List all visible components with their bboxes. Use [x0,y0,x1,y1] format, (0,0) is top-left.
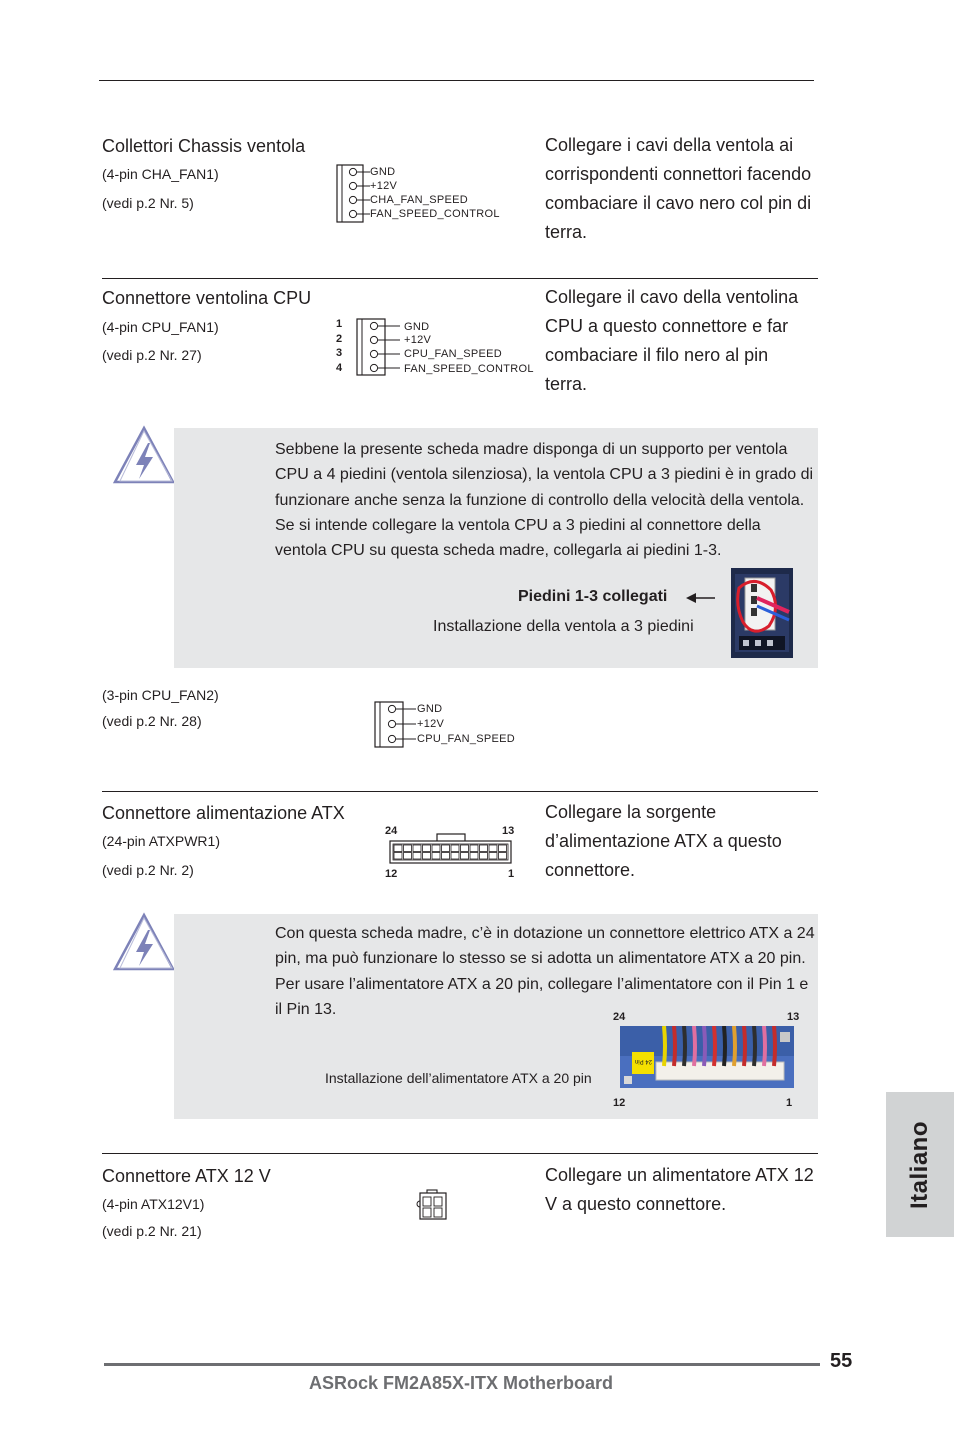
cpu-fan2-ref: (vedi p.2 Nr. 28) [102,713,202,729]
atx-pin-cell [413,853,421,860]
svg-text:24 Pin: 24 Pin [634,1058,652,1064]
language-side-tab [886,1092,954,1237]
atx-pin-cell [499,853,507,860]
cpu-fan-pin-number: 4 [336,361,343,374]
cpu-fan-description: Collegare il cavo della ventolina CPU a questo connettore e far combaciare il filo nero al pin terra. [545,287,799,394]
note-atx-text: Con questa scheda madre, c’è in dotazione un connettore elettrico ATX a 24 pin, ma può funzionare lo stesso se si adotta un alimentatore ATX a 20 pin. Per usare l’alimentatore ATX a 20 pin, collegare l’alimentatore con il Pin 1 e il Pin 13. [275,925,815,1018]
cpu-fan-photo [731,568,793,658]
atx-pin-cell [480,845,488,852]
atx-pin-cell [423,853,431,860]
atx-pin-cell [432,845,440,852]
chassis-fan-title: Collettori Chassis ventola [102,136,306,156]
atx12v-connector-diagram [412,1189,448,1221]
cpu-fan-spec: (4-pin CPU_FAN1) [102,319,219,335]
atx-pin-cell [404,845,412,852]
page-number: 55 [830,1350,853,1372]
section-divider [102,1153,818,1154]
cpu-fan-pin-12v: +12V [404,334,432,346]
atx12v-ref: (vedi p.2 Nr. 21) [102,1223,202,1239]
atx-pin-cell [394,853,402,860]
atx-pin-cell [461,845,469,852]
atx-power-pin-13: 13 [502,825,515,837]
atx-pin-cell [394,845,402,852]
atx-pin-cell [404,853,412,860]
note-atx-caption: Installazione dell’alimentatore ATX a 20 pin [325,1070,592,1086]
section-divider [102,791,818,792]
chassis-fan-spec: (4-pin CHA_FAN1) [102,166,219,182]
atx-power-description: Collegare la sorgente d’alimentazione ATX a questo connettore. [545,802,782,880]
atx-pin-cell [480,853,488,860]
atx-pin-cell [451,853,459,860]
chassis-fan-description: Collegare i cavi della ventola ai corrispondenti connettori facendo combaciare il cavo nero col pin di terra. [545,135,812,242]
section-divider [102,278,818,279]
atx-power-photo [620,1026,794,1088]
atx-photo-pin-12: 12 [613,1097,626,1109]
cpu-fan2-connector-diagram [374,701,416,749]
atx-pin-cell [499,845,507,852]
warning-icon [112,912,176,972]
atx-pin-cell [461,853,469,860]
cpu-fan2-spec: (3-pin CPU_FAN2) [102,687,219,703]
atx-pin-cell [413,845,421,852]
chassis-fan-ref: (vedi p.2 Nr. 5) [102,195,194,211]
cpu-fan-title: Connettore ventolina CPU [102,288,312,308]
atx-power-connector-diagram [389,833,513,865]
note-cpu-fan-callout: Piedini 1-3 collegati [518,588,668,605]
atx12v-title: Connettore ATX 12 V [102,1166,271,1186]
cpu-fan2-pin-speed: CPU_FAN_SPEED [417,733,516,745]
footer-product: ASRock FM2A85X-ITX Motherboard [309,1373,614,1393]
cpu-fan-connector-diagram [356,318,402,378]
cpu-fan-ref: (vedi p.2 Nr. 27) [102,347,202,363]
atx-pin-cell [470,845,478,852]
atx-power-pin-1: 1 [508,868,515,880]
atx-photo-pin-13: 13 [787,1011,800,1023]
chassis-fan-pin-12v: +12V [370,180,398,192]
atx-pin-cell [470,853,478,860]
atx-pin-cell [442,853,450,860]
top-rule [99,80,814,81]
cpu-fan2-pin-12v: +12V [417,718,445,730]
cpu-fan2-pin-gnd: GND [417,703,443,715]
atx12v-spec: (4-pin ATX12V1) [102,1196,205,1212]
atx-pin-cell [423,845,431,852]
warning-icon [112,425,176,485]
atx-power-ref: (vedi p.2 Nr. 2) [102,862,194,878]
chassis-fan-connector-diagram [336,164,370,224]
atx-pin-cell [489,853,497,860]
chassis-fan-pin-control: FAN_SPEED_CONTROL [370,208,500,220]
cpu-fan-pin-number: 2 [336,332,343,345]
atx-photo-pin-1: 1 [786,1097,793,1109]
atx-power-pin-24: 24 [385,825,398,837]
cpu-fan-pin-speed: CPU_FAN_SPEED [404,348,503,360]
arrow-left-icon [686,592,716,604]
footer-rule [104,1363,820,1366]
atx-pin-cell [432,853,440,860]
atx12v-description: Collegare un alimentatore ATX 12 V a questo connettore. [545,1165,814,1214]
note-cpu-fan-text: Sebbene la presente scheda madre disponga di un supporto per ventola CPU a 4 piedini (ventola silenziosa), la ventola CPU a 3 piedini è in grado di funzionare anche senza la funzione di controllo della velocità della ventola. Se si intende collegare la ventola CPU a 3 piedini al connettore della ventola CPU su questa scheda madre, collegarla ai piedini 1-3. [275,441,814,560]
chassis-fan-pin-gnd: GND [370,166,396,178]
cpu-fan-pin-control: FAN_SPEED_CONTROL [404,363,534,375]
cpu-fan-pin-numbers [336,317,346,375]
atx-power-spec: (24-pin ATXPWR1) [102,833,220,849]
atx-pin-cell [451,845,459,852]
atx-power-title: Connettore alimentazione ATX [102,803,345,823]
cpu-fan-pin-number: 1 [336,318,343,330]
note-cpu-fan-caption: Installazione della ventola a 3 piedini [433,618,694,635]
atx-pin-cell [442,845,450,852]
atx-pin-cell [489,845,497,852]
chassis-fan-pin-speed: CHA_FAN_SPEED [370,194,469,206]
atx-photo-pin-24: 24 [613,1011,626,1023]
atx-power-pin-12: 12 [385,868,398,880]
language-side-tab-label: Italiano [906,1120,933,1209]
cpu-fan-pin-number: 3 [336,347,343,359]
cpu-fan-pin-gnd: GND [404,321,430,333]
